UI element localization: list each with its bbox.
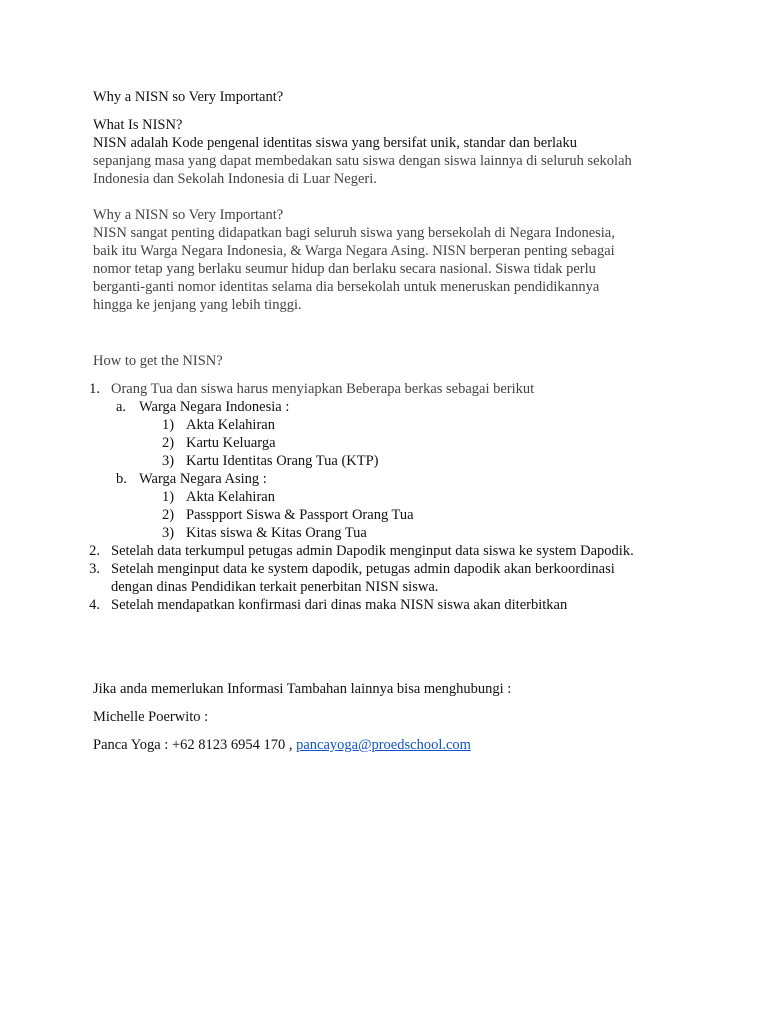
doc-item: Akta Kelahiran — [186, 489, 275, 505]
how-title: How to get the NISN? — [93, 353, 223, 369]
group-label: Warga Negara Asing : — [139, 471, 267, 487]
document-heading: Why a NISN so Very Important? — [93, 89, 284, 105]
doc-item-number: 2) — [162, 507, 175, 523]
why-line: hingga ke jenjang yang lebih tinggi. — [93, 297, 302, 313]
why-title: Why a NISN so Very Important? — [93, 207, 284, 223]
doc-item-number: 3) — [162, 525, 175, 541]
doc-item: Kartu Identitas Orang Tua (KTP) — [186, 453, 379, 469]
what-is-title: What Is NISN? — [93, 117, 183, 133]
step-text: Setelah mendapatkan konfirmasi dari dinas maka NISN siswa akan diterbitkan — [111, 597, 568, 613]
doc-item-number: 1) — [162, 417, 175, 433]
what-is-line: sepanjang masa yang dapat membedakan satu siswa dengan siswa lainnya di seluruh sekolah — [93, 153, 632, 169]
step-text: dengan dinas Pendidikan terkait penerbitan NISN siswa. — [111, 579, 439, 595]
step-text: Orang Tua dan siswa harus menyiapkan Beberapa berkas sebagai berikut — [111, 381, 535, 397]
contact-intro: Jika anda memerlukan Informasi Tambahan lainnya bisa menghubungi : — [93, 681, 512, 697]
doc-item: Akta Kelahiran — [186, 417, 275, 433]
step-number: 2. — [89, 543, 100, 559]
step-text: Setelah menginput data ke system dapodik, petugas admin dapodik akan berkoordinasi — [111, 561, 615, 577]
contact-email-link[interactable]: pancayoga@proedschool.com — [296, 737, 471, 753]
doc-item: Kitas siswa & Kitas Orang Tua — [186, 525, 367, 541]
group-letter: a. — [116, 399, 127, 415]
what-is-line: NISN adalah Kode pengenal identitas siswa yang bersifat unik, standar dan berlaku — [93, 135, 577, 151]
step-number: 3. — [89, 561, 100, 577]
doc-item-number: 3) — [162, 453, 175, 469]
doc-item: Passpport Siswa & Passport Orang Tua — [186, 507, 414, 523]
doc-item-number: 1) — [162, 489, 175, 505]
doc-item-number: 2) — [162, 435, 175, 451]
group-letter: b. — [116, 471, 127, 487]
step-number: 4. — [89, 597, 100, 613]
group-label: Warga Negara Indonesia : — [139, 399, 290, 415]
why-line: nomor tetap yang berlaku seumur hidup dan berlaku secara nasional. Siswa tidak perlu — [93, 261, 596, 277]
contact-person-phone: Panca Yoga : +62 8123 6954 170 , — [93, 737, 297, 753]
step-text: Setelah data terkumpul petugas admin Dapodik menginput data siswa ke system Dapodik. — [111, 543, 634, 559]
why-line: NISN sangat penting didapatkan bagi seluruh siswa yang bersekolah di Negara Indonesia, — [93, 225, 615, 241]
step-number: 1. — [89, 381, 100, 397]
doc-item: Kartu Keluarga — [186, 435, 276, 451]
why-line: berganti-ganti nomor identitas selama dia bersekolah untuk meneruskan pendidikannya — [93, 279, 600, 295]
why-line: baik itu Warga Negara Indonesia, & Warga Negara Asing. NISN berperan penting sebagai — [93, 243, 615, 259]
contact-person: Michelle Poerwito : — [93, 709, 209, 725]
what-is-line: Indonesia dan Sekolah Indonesia di Luar Negeri. — [93, 171, 377, 187]
contact-person-line — [93, 736, 471, 754]
